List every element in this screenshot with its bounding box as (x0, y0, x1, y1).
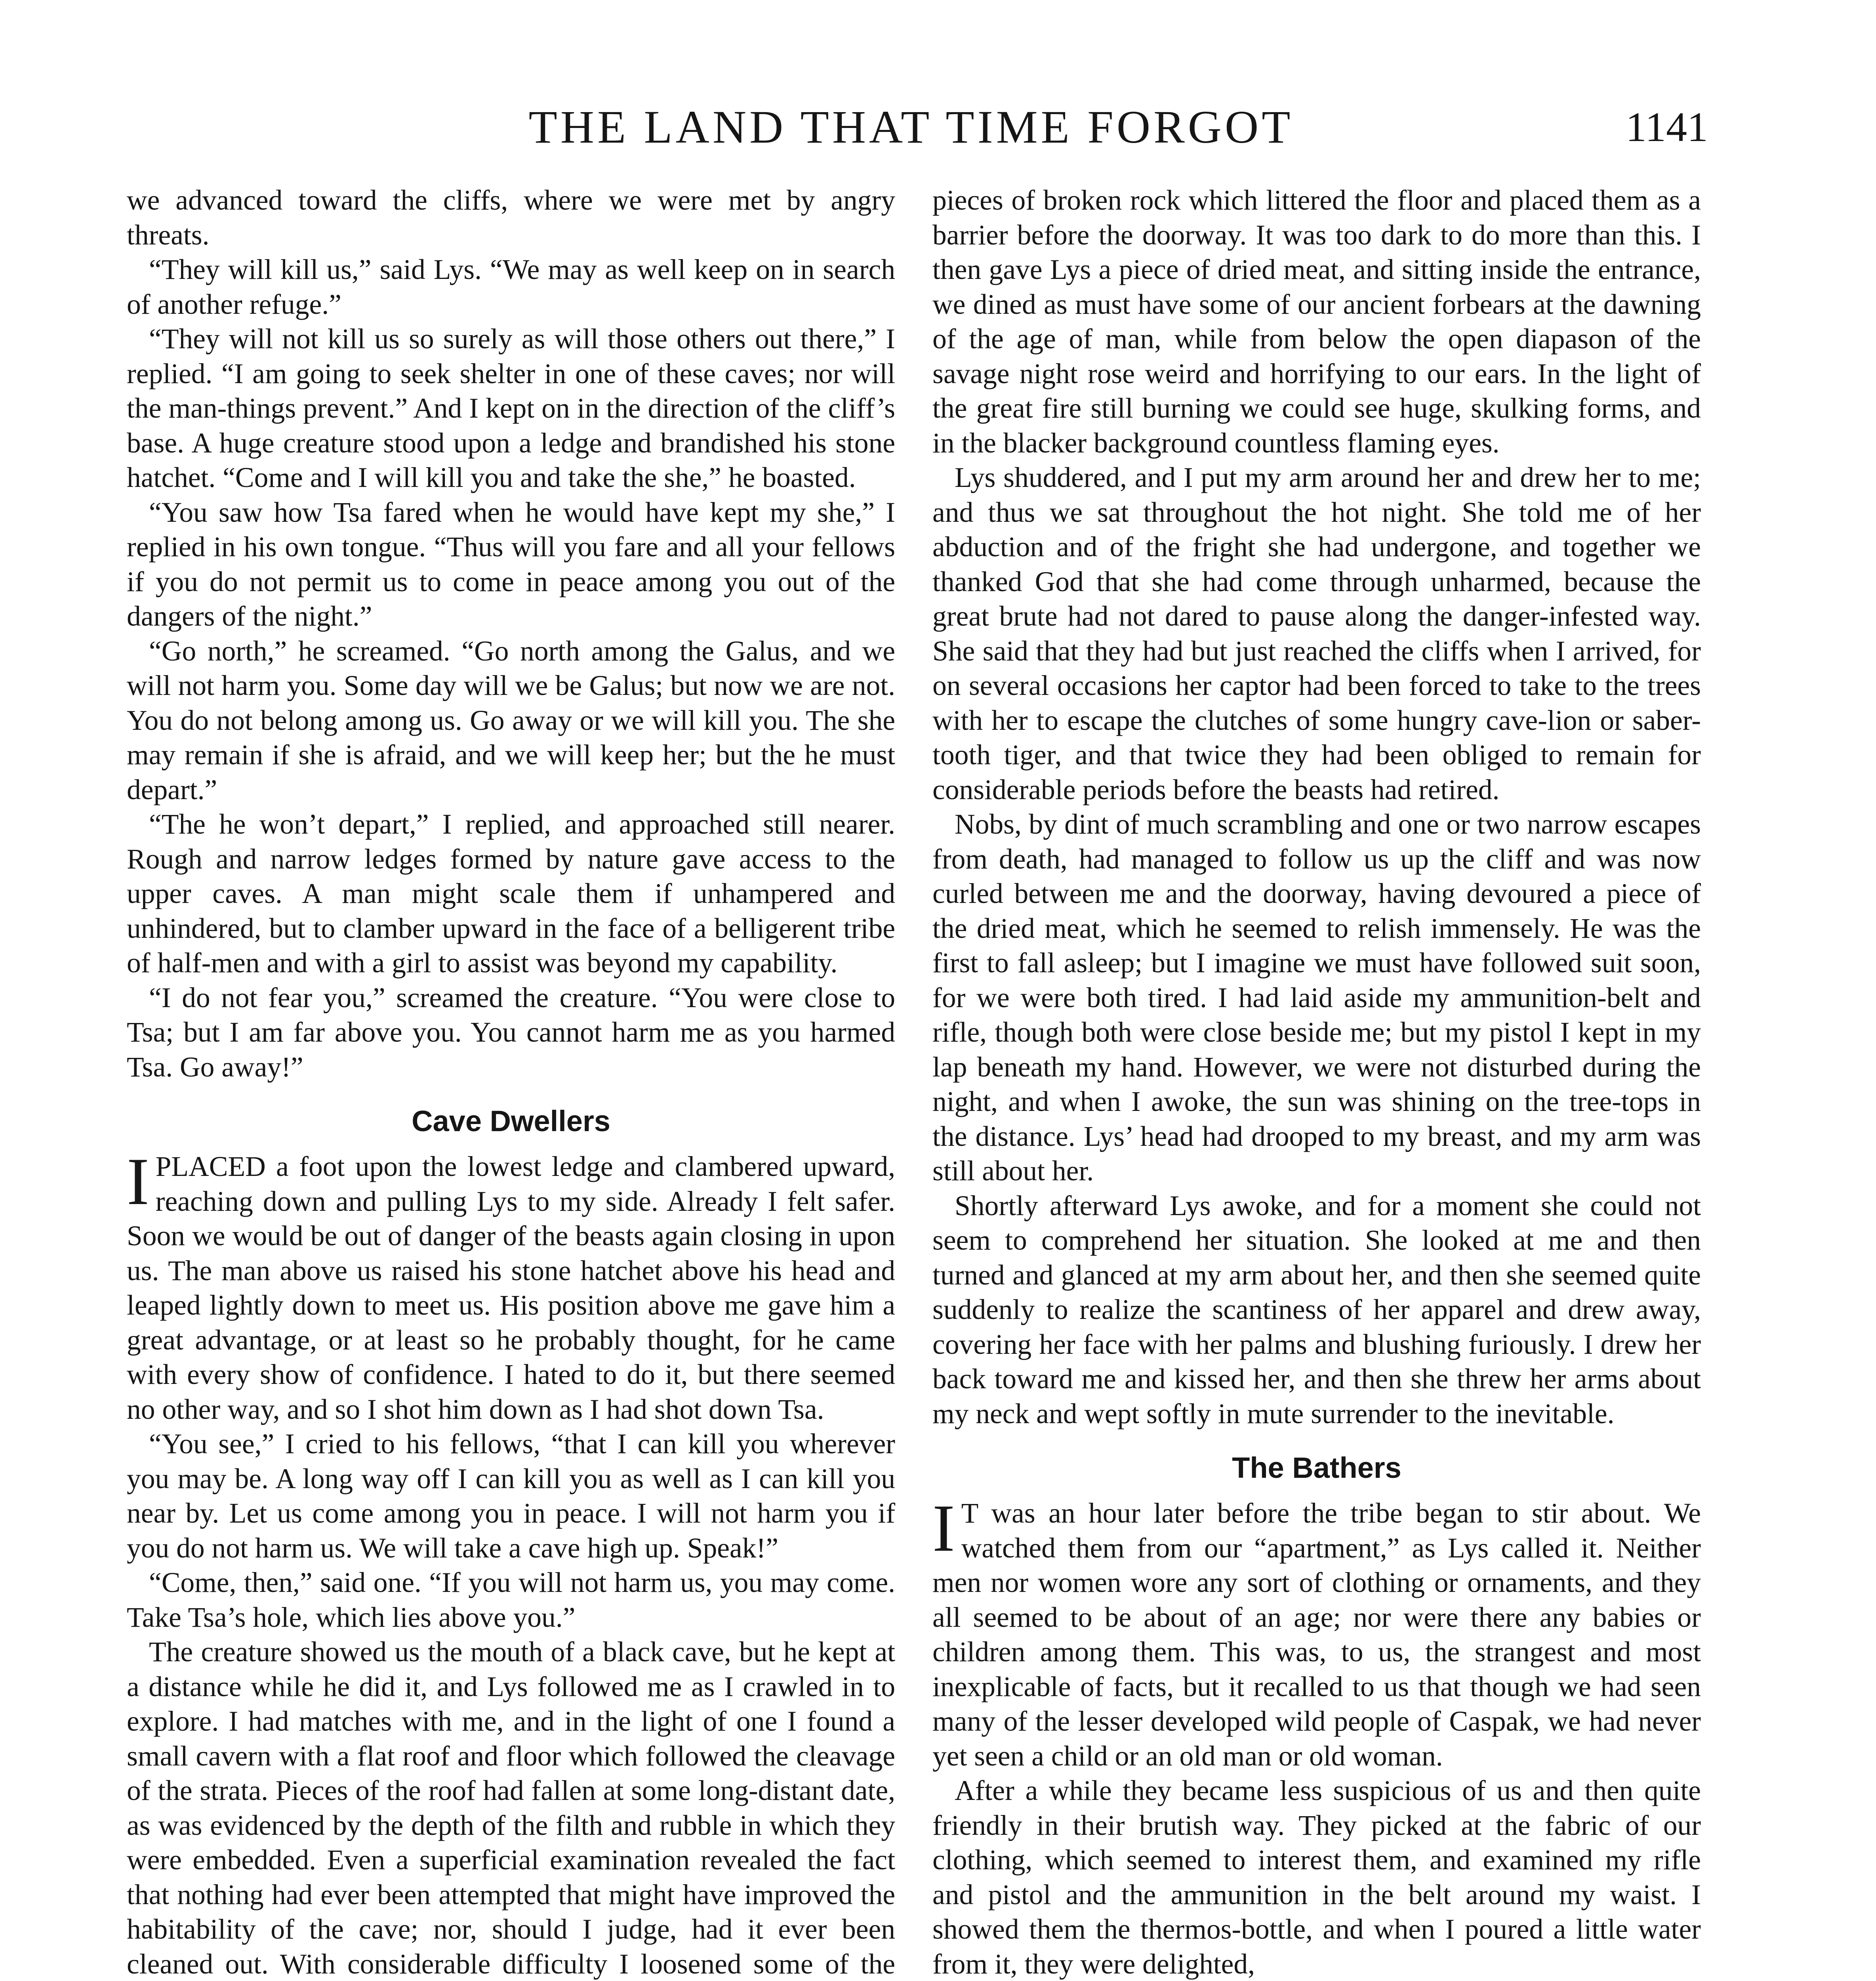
paragraph-text: PLACED a foot upon the lowest ledge and clambered upward, reaching down and pulling Lys to my side. Already I felt safer. Soon we would be out of danger of the beasts again closing in upon us. The man above us raised his stone hatchet above his head and leaped lightly down to meet us. His position above me gave him a great advantage, or at least so he probably thought, for he came with every show of confidence. I hated to do it, but there seemed no other way, and so I shot him down as I had shot down Tsa. (127, 1151, 895, 1425)
paragraph: “Come, then,” said one. “If you will not harm us, you may come. Take Tsa’s hole, which lies above you.” (127, 1567, 895, 1633)
drop-cap: I (127, 1144, 149, 1219)
paragraph: “You see,” I cried to his fellows, “that I can kill you wherever you may be. A long way off I can kill you as well as I can kill you near by. Let us come among you in peace. I will not harm you if you do not harm us. We will take a cave high up. Speak!” (127, 1428, 895, 1564)
paragraph: “Go north,” he screamed. “Go north among the Galus, and we will not harm you. Some day will we be Galus; but now we are not. You do not belong among us. Go away or we will kill you. The she may remain if she is afraid, and we will keep her; but the he must depart.” (127, 635, 895, 805)
paragraph: The creature showed us the mouth of a black cave, but he kept at a distance while he did it, and Lys followed me as I crawled in to explore. I had matches with me, and in the light of one I found a small cavern with a flat roof and floor which followed the cleavage of the strata. Pieces of the roof had fallen at some long-distant date, as was evidenced by the depth of the filth and rubble in which they were embedded. Even a superficial examination revealed the fact that nothing had ever been attempted that might have improved the habitability of the cave; nor, should I judge, had it ever been cleaned out. With considerable difficulty I loosened some of the (127, 1636, 895, 1980)
paragraph: pieces of broken rock which littered the floor and placed them as a barrier before the doorway. It was too dark to do more than this. I then gave Lys a piece of dried meat, and sitting inside the entrance, we dined as must have some of our ancient forbears at the dawning of the age of man, while from below the open diapason of the savage night rose weird and horrifying to our ears. In the light of the great fire still burning we could see huge, skulking forms, and in the blacker background countless flaming eyes. (932, 185, 1701, 459)
paragraph: “You saw how Tsa fared when he would have kept my she,” I replied in his own tongue. “Thus will you fare and all your fellows if you do not permit us to come in peace among you out of the dangers of the night.” (127, 496, 895, 632)
paragraph: “They will not kill us so surely as will those others out there,” I replied. “I am going to seek shelter in one of these caves; nor will the man-things prevent.” And I kept on in the direction of the cliff’s base. A huge creature stood upon a ledge and brandished his stone hatchet. “Come and I will kill you and take the she,” he boasted. (127, 323, 895, 493)
paragraph: Shortly afterward Lys awoke, and for a moment she could not seem to comprehend her situation. She looked at me and then turned and glanced at my arm about her, and then she seemed quite suddenly to realize the scantiness of her apparel and drew away, covering her face with her palms and blushing furiously. I drew her back toward me and kissed her, and then she threw her arms about my neck and wept softly in mute surrender to the inevitable. (932, 1190, 1701, 1429)
paragraph: Nobs, by dint of much scrambling and one or two narrow escapes from death, had managed to follow us up the cliff and was now curled between me and the doorway, having devoured a piece of the dried meat, which he seemed to relish immensely. He was the first to fall asleep; but I imagine we must have followed suit soon, for we were both tired. I had laid aside my ammunition-belt and rifle, though both were close beside me; but my pistol I kept in my lap beneath my hand. However, we were not disturbed during the night, and when I awoke, the sun was shining on the tree-tops in the distance. Lys’ head had drooped to my breast, and my arm was still about her. (932, 809, 1701, 1187)
page-number: 1141 (1625, 104, 1708, 150)
paragraph-with-dropcap (932, 1491, 1701, 1773)
left-column (127, 183, 895, 1981)
paragraph: After a while they became less suspicious of us and then quite friendly in their brutish way. They picked at the fabric of our clothing, which seemed to interest them, and examined my rifle and pistol and the ammunition in the belt around my waist. I showed them the thermos-bottle, and when I poured a little water from it, they were delighted, (932, 1775, 1701, 1980)
paragraph: “The he won’t depart,” I replied, and approached still nearer. Rough and narrow ledges formed by nature gave access to the upper caves. A man might scale them if unhampered and unhindered, but to clamber upward in the face of a belligerent tribe of half-men and with a girl to assist was beyond my capability. (127, 809, 895, 979)
paragraph-with-dropcap (127, 1144, 895, 1427)
right-column (932, 183, 1701, 1981)
drop-cap: I (932, 1491, 955, 1565)
paragraph: “I do not fear you,” screamed the creature. “You were close to Tsa; but I am far above you. You cannot harm me as you harmed Tsa. Go away!” (127, 982, 895, 1083)
page-header-title: THE LAND THAT TIME FORGOT (528, 101, 1294, 153)
section-heading-the-bathers: The Bathers (1232, 1451, 1401, 1484)
paragraph: Lys shuddered, and I put my arm around her and drew her to me; and thus we sat throughout the hot night. She told me of her abduction and of the fright she had undergone, and together we thanked God that she had come through unharmed, because the great brute had not dared to pause along the danger-infested way. She said that they had but just reached the cliffs when I arrived, for on several occasions her captor had been forced to take to the trees with her to escape the clutches of some hungry cave-lion or saber-tooth tiger, and that twice they had been obliged to remain for considerable periods before the beasts had retired. (932, 462, 1701, 805)
paragraph: we advanced toward the cliffs, where we were met by angry threats. (127, 185, 895, 251)
paragraph: “They will kill us,” said Lys. “We may as well keep on in search of another refuge.” (127, 254, 895, 320)
section-heading-cave-dwellers: Cave Dwellers (412, 1105, 610, 1137)
paragraph-text: T was an hour later before the tribe began to stir about. We watched them from our “apartment,” as Lys called it. Neither men nor women wore any sort of clothing or ornaments, and they all seemed to be about of an age; nor were there any babies or children among them. This was, to us, the strangest and most inexplicable of facts, but it recalled to us that though we had seen many of the lesser developed wild people of Caspak, we had never yet seen a child or an old man or old woman. (932, 1498, 1701, 1772)
